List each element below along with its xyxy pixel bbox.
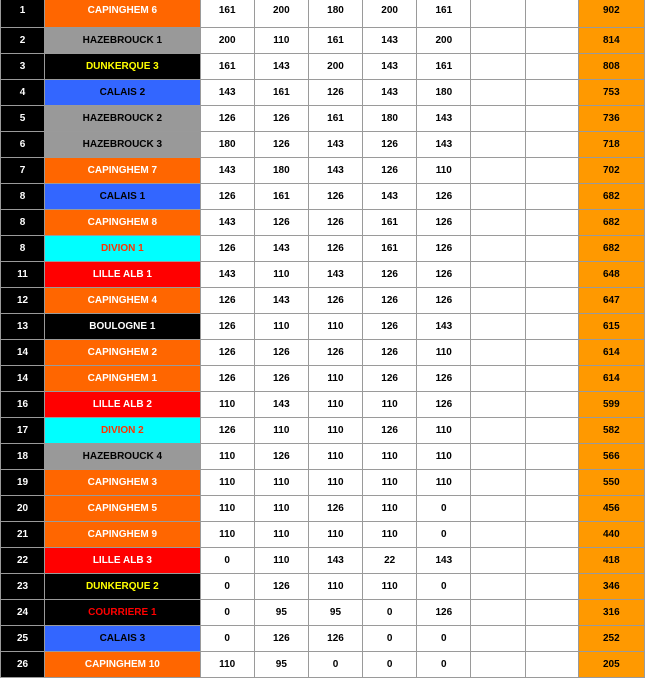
score-cell: 126 bbox=[308, 626, 362, 652]
score-cell: 143 bbox=[417, 132, 471, 158]
score-cell: 110 bbox=[308, 418, 362, 444]
table-row bbox=[1, 392, 645, 418]
team-cell: HAZEBROUCK 2 bbox=[45, 106, 200, 132]
score-cell: 161 bbox=[417, 54, 471, 80]
total-cell: 550 bbox=[578, 470, 644, 496]
score-cell: 126 bbox=[308, 210, 362, 236]
score-cell: 126 bbox=[417, 262, 471, 288]
score-cell: 110 bbox=[200, 522, 254, 548]
score-cell: 0 bbox=[200, 548, 254, 574]
empty-cell bbox=[471, 80, 525, 106]
score-cell: 95 bbox=[308, 600, 362, 626]
score-cell: 143 bbox=[308, 158, 362, 184]
score-cell: 143 bbox=[200, 210, 254, 236]
score-cell: 110 bbox=[363, 522, 417, 548]
total-cell: 902 bbox=[578, 0, 644, 28]
team-cell: CAPINGHEM 2 bbox=[45, 340, 200, 366]
rank-cell: 2 bbox=[1, 28, 45, 54]
score-cell: 126 bbox=[308, 236, 362, 262]
score-cell: 126 bbox=[200, 236, 254, 262]
team-cell: LILLE ALB 2 bbox=[45, 392, 200, 418]
empty-cell bbox=[525, 54, 578, 80]
empty-cell bbox=[471, 340, 525, 366]
total-cell: 682 bbox=[578, 210, 644, 236]
score-cell: 143 bbox=[200, 80, 254, 106]
score-cell: 110 bbox=[200, 444, 254, 470]
score-cell: 126 bbox=[363, 132, 417, 158]
total-cell: 808 bbox=[578, 54, 644, 80]
rank-cell: 12 bbox=[1, 288, 45, 314]
team-cell: CALAIS 3 bbox=[45, 626, 200, 652]
empty-cell bbox=[525, 548, 578, 574]
score-cell: 110 bbox=[308, 470, 362, 496]
table-row bbox=[1, 340, 645, 366]
table-row bbox=[1, 496, 645, 522]
score-cell: 161 bbox=[254, 80, 308, 106]
score-cell: 110 bbox=[200, 470, 254, 496]
score-cell: 143 bbox=[363, 54, 417, 80]
empty-cell bbox=[525, 444, 578, 470]
team-cell: COURRIERE 1 bbox=[45, 600, 200, 626]
empty-cell bbox=[471, 0, 525, 28]
rank-cell: 14 bbox=[1, 340, 45, 366]
team-cell: CAPINGHEM 10 bbox=[45, 652, 200, 678]
score-cell: 126 bbox=[417, 600, 471, 626]
table-row bbox=[1, 470, 645, 496]
score-cell: 0 bbox=[417, 574, 471, 600]
score-cell: 110 bbox=[363, 444, 417, 470]
team-cell: CALAIS 2 bbox=[45, 80, 200, 106]
total-cell: 566 bbox=[578, 444, 644, 470]
table-row bbox=[1, 366, 645, 392]
score-cell: 22 bbox=[363, 548, 417, 574]
score-cell: 0 bbox=[200, 600, 254, 626]
team-cell: BOULOGNE 1 bbox=[45, 314, 200, 340]
score-cell: 110 bbox=[254, 418, 308, 444]
table-row bbox=[1, 28, 645, 54]
score-cell: 126 bbox=[363, 262, 417, 288]
score-cell: 110 bbox=[254, 314, 308, 340]
total-cell: 682 bbox=[578, 184, 644, 210]
rank-cell: 23 bbox=[1, 574, 45, 600]
empty-cell bbox=[471, 54, 525, 80]
rank-cell: 24 bbox=[1, 600, 45, 626]
score-cell: 143 bbox=[254, 54, 308, 80]
empty-cell bbox=[471, 288, 525, 314]
total-cell: 615 bbox=[578, 314, 644, 340]
score-cell: 110 bbox=[254, 522, 308, 548]
table-row bbox=[1, 106, 645, 132]
empty-cell bbox=[471, 366, 525, 392]
team-cell: HAZEBROUCK 1 bbox=[45, 28, 200, 54]
score-cell: 0 bbox=[363, 652, 417, 678]
empty-cell bbox=[525, 314, 578, 340]
score-cell: 126 bbox=[200, 418, 254, 444]
total-cell: 316 bbox=[578, 600, 644, 626]
score-cell: 143 bbox=[200, 262, 254, 288]
score-cell: 95 bbox=[254, 652, 308, 678]
empty-cell bbox=[471, 444, 525, 470]
total-cell: 418 bbox=[578, 548, 644, 574]
score-cell: 126 bbox=[308, 184, 362, 210]
score-cell: 0 bbox=[417, 652, 471, 678]
total-cell: 582 bbox=[578, 418, 644, 444]
score-cell: 126 bbox=[200, 184, 254, 210]
score-cell: 180 bbox=[417, 80, 471, 106]
score-cell: 110 bbox=[363, 496, 417, 522]
score-cell: 126 bbox=[254, 210, 308, 236]
score-cell: 126 bbox=[363, 288, 417, 314]
score-cell: 0 bbox=[363, 626, 417, 652]
score-cell: 110 bbox=[417, 418, 471, 444]
empty-cell bbox=[525, 652, 578, 678]
score-cell: 143 bbox=[200, 158, 254, 184]
score-cell: 126 bbox=[363, 366, 417, 392]
score-cell: 126 bbox=[417, 184, 471, 210]
empty-cell bbox=[471, 314, 525, 340]
score-cell: 110 bbox=[200, 652, 254, 678]
total-cell: 599 bbox=[578, 392, 644, 418]
score-cell: 126 bbox=[254, 132, 308, 158]
team-cell: DIVION 2 bbox=[45, 418, 200, 444]
total-cell: 753 bbox=[578, 80, 644, 106]
rank-cell: 8 bbox=[1, 184, 45, 210]
empty-cell bbox=[525, 626, 578, 652]
rank-cell: 17 bbox=[1, 418, 45, 444]
empty-cell bbox=[471, 418, 525, 444]
score-cell: 110 bbox=[363, 470, 417, 496]
score-cell: 143 bbox=[417, 106, 471, 132]
score-cell: 126 bbox=[200, 366, 254, 392]
score-cell: 126 bbox=[417, 210, 471, 236]
rank-cell: 19 bbox=[1, 470, 45, 496]
rank-cell: 7 bbox=[1, 158, 45, 184]
score-cell: 126 bbox=[254, 340, 308, 366]
empty-cell bbox=[471, 600, 525, 626]
score-cell: 0 bbox=[417, 522, 471, 548]
score-cell: 0 bbox=[308, 652, 362, 678]
score-cell: 200 bbox=[200, 28, 254, 54]
empty-cell bbox=[471, 626, 525, 652]
score-cell: 110 bbox=[308, 574, 362, 600]
ranking-table-body bbox=[1, 0, 645, 678]
score-cell: 0 bbox=[200, 626, 254, 652]
empty-cell bbox=[471, 548, 525, 574]
empty-cell bbox=[471, 158, 525, 184]
empty-cell bbox=[471, 236, 525, 262]
empty-cell bbox=[471, 574, 525, 600]
score-cell: 110 bbox=[417, 470, 471, 496]
score-cell: 110 bbox=[308, 366, 362, 392]
team-cell: CALAIS 1 bbox=[45, 184, 200, 210]
score-cell: 143 bbox=[363, 80, 417, 106]
score-cell: 126 bbox=[200, 106, 254, 132]
empty-cell bbox=[525, 262, 578, 288]
empty-cell bbox=[471, 210, 525, 236]
total-cell: 702 bbox=[578, 158, 644, 184]
score-cell: 161 bbox=[254, 184, 308, 210]
table-row bbox=[1, 184, 645, 210]
score-cell: 126 bbox=[363, 314, 417, 340]
total-cell: 456 bbox=[578, 496, 644, 522]
table-row bbox=[1, 418, 645, 444]
empty-cell bbox=[525, 574, 578, 600]
score-cell: 161 bbox=[363, 210, 417, 236]
score-cell: 95 bbox=[254, 600, 308, 626]
total-cell: 205 bbox=[578, 652, 644, 678]
total-cell: 648 bbox=[578, 262, 644, 288]
empty-cell bbox=[471, 132, 525, 158]
score-cell: 126 bbox=[417, 392, 471, 418]
total-cell: 346 bbox=[578, 574, 644, 600]
score-cell: 126 bbox=[308, 496, 362, 522]
empty-cell bbox=[525, 210, 578, 236]
empty-cell bbox=[525, 392, 578, 418]
rank-cell: 13 bbox=[1, 314, 45, 340]
total-cell: 814 bbox=[578, 28, 644, 54]
empty-cell bbox=[525, 106, 578, 132]
total-cell: 736 bbox=[578, 106, 644, 132]
score-cell: 180 bbox=[308, 0, 362, 28]
rank-cell: 6 bbox=[1, 132, 45, 158]
score-cell: 110 bbox=[200, 392, 254, 418]
total-cell: 682 bbox=[578, 236, 644, 262]
score-cell: 143 bbox=[254, 236, 308, 262]
team-cell: CAPINGHEM 3 bbox=[45, 470, 200, 496]
table-row bbox=[1, 574, 645, 600]
empty-cell bbox=[471, 184, 525, 210]
team-cell: LILLE ALB 3 bbox=[45, 548, 200, 574]
empty-cell bbox=[471, 522, 525, 548]
empty-cell bbox=[525, 418, 578, 444]
team-cell: DUNKERQUE 2 bbox=[45, 574, 200, 600]
rank-cell: 8 bbox=[1, 210, 45, 236]
score-cell: 200 bbox=[363, 0, 417, 28]
table-row bbox=[1, 0, 645, 28]
table-row bbox=[1, 262, 645, 288]
score-cell: 110 bbox=[254, 548, 308, 574]
score-cell: 143 bbox=[417, 314, 471, 340]
team-cell: CAPINGHEM 1 bbox=[45, 366, 200, 392]
table-row bbox=[1, 522, 645, 548]
table-row bbox=[1, 444, 645, 470]
empty-cell bbox=[471, 392, 525, 418]
table-row bbox=[1, 288, 645, 314]
empty-cell bbox=[525, 158, 578, 184]
rank-cell: 26 bbox=[1, 652, 45, 678]
table-row bbox=[1, 652, 645, 678]
score-cell: 180 bbox=[254, 158, 308, 184]
table-row bbox=[1, 600, 645, 626]
empty-cell bbox=[525, 80, 578, 106]
rank-cell: 20 bbox=[1, 496, 45, 522]
score-cell: 126 bbox=[254, 444, 308, 470]
team-cell: CAPINGHEM 7 bbox=[45, 158, 200, 184]
score-cell: 126 bbox=[200, 340, 254, 366]
score-cell: 200 bbox=[308, 54, 362, 80]
table-row bbox=[1, 132, 645, 158]
rank-cell: 8 bbox=[1, 236, 45, 262]
rank-cell: 22 bbox=[1, 548, 45, 574]
empty-cell bbox=[525, 496, 578, 522]
team-cell: CAPINGHEM 5 bbox=[45, 496, 200, 522]
empty-cell bbox=[471, 262, 525, 288]
score-cell: 143 bbox=[254, 392, 308, 418]
empty-cell bbox=[525, 522, 578, 548]
rank-cell: 1 bbox=[1, 0, 45, 28]
score-cell: 0 bbox=[200, 574, 254, 600]
score-cell: 110 bbox=[417, 340, 471, 366]
empty-cell bbox=[471, 470, 525, 496]
team-cell: HAZEBROUCK 3 bbox=[45, 132, 200, 158]
rank-cell: 3 bbox=[1, 54, 45, 80]
score-cell: 110 bbox=[254, 28, 308, 54]
score-cell: 126 bbox=[308, 80, 362, 106]
score-cell: 161 bbox=[308, 106, 362, 132]
score-cell: 143 bbox=[308, 262, 362, 288]
score-cell: 161 bbox=[417, 0, 471, 28]
score-cell: 143 bbox=[363, 184, 417, 210]
empty-cell bbox=[525, 470, 578, 496]
score-cell: 110 bbox=[308, 444, 362, 470]
total-cell: 647 bbox=[578, 288, 644, 314]
score-cell: 143 bbox=[308, 548, 362, 574]
score-cell: 126 bbox=[308, 340, 362, 366]
rank-cell: 14 bbox=[1, 366, 45, 392]
rank-cell: 25 bbox=[1, 626, 45, 652]
team-cell: HAZEBROUCK 4 bbox=[45, 444, 200, 470]
score-cell: 161 bbox=[200, 54, 254, 80]
empty-cell bbox=[525, 132, 578, 158]
score-cell: 126 bbox=[417, 236, 471, 262]
rank-cell: 18 bbox=[1, 444, 45, 470]
score-cell: 110 bbox=[417, 158, 471, 184]
empty-cell bbox=[525, 184, 578, 210]
score-cell: 161 bbox=[200, 0, 254, 28]
table-row bbox=[1, 548, 645, 574]
total-cell: 252 bbox=[578, 626, 644, 652]
score-cell: 110 bbox=[308, 314, 362, 340]
score-cell: 110 bbox=[363, 392, 417, 418]
score-cell: 126 bbox=[417, 288, 471, 314]
table-row bbox=[1, 236, 645, 262]
score-cell: 0 bbox=[363, 600, 417, 626]
rank-cell: 4 bbox=[1, 80, 45, 106]
rank-cell: 11 bbox=[1, 262, 45, 288]
score-cell: 143 bbox=[417, 548, 471, 574]
score-cell: 126 bbox=[417, 366, 471, 392]
empty-cell bbox=[525, 236, 578, 262]
total-cell: 614 bbox=[578, 366, 644, 392]
table-row bbox=[1, 626, 645, 652]
score-cell: 126 bbox=[200, 288, 254, 314]
score-cell: 110 bbox=[417, 444, 471, 470]
score-cell: 126 bbox=[200, 314, 254, 340]
team-cell: DUNKERQUE 3 bbox=[45, 54, 200, 80]
score-cell: 161 bbox=[363, 236, 417, 262]
team-cell: CAPINGHEM 8 bbox=[45, 210, 200, 236]
empty-cell bbox=[471, 652, 525, 678]
table-row bbox=[1, 80, 645, 106]
score-cell: 110 bbox=[308, 522, 362, 548]
score-cell: 110 bbox=[363, 574, 417, 600]
table-row bbox=[1, 314, 645, 340]
total-cell: 440 bbox=[578, 522, 644, 548]
empty-cell bbox=[525, 366, 578, 392]
score-cell: 143 bbox=[308, 132, 362, 158]
score-cell: 200 bbox=[254, 0, 308, 28]
score-cell: 143 bbox=[363, 28, 417, 54]
score-cell: 110 bbox=[308, 392, 362, 418]
score-cell: 126 bbox=[363, 158, 417, 184]
rank-cell: 16 bbox=[1, 392, 45, 418]
empty-cell bbox=[525, 288, 578, 314]
score-cell: 110 bbox=[254, 496, 308, 522]
team-cell: CAPINGHEM 4 bbox=[45, 288, 200, 314]
score-cell: 180 bbox=[363, 106, 417, 132]
team-cell: CAPINGHEM 9 bbox=[45, 522, 200, 548]
score-cell: 0 bbox=[417, 496, 471, 522]
empty-cell bbox=[525, 600, 578, 626]
table-row bbox=[1, 210, 645, 236]
score-cell: 200 bbox=[417, 28, 471, 54]
score-cell: 126 bbox=[363, 340, 417, 366]
score-cell: 110 bbox=[254, 262, 308, 288]
empty-cell bbox=[525, 340, 578, 366]
table-row bbox=[1, 54, 645, 80]
rank-cell: 21 bbox=[1, 522, 45, 548]
rank-cell: 5 bbox=[1, 106, 45, 132]
total-cell: 614 bbox=[578, 340, 644, 366]
score-cell: 110 bbox=[254, 470, 308, 496]
team-cell: DIVION 1 bbox=[45, 236, 200, 262]
score-cell: 126 bbox=[254, 626, 308, 652]
score-cell: 126 bbox=[254, 366, 308, 392]
score-cell: 0 bbox=[417, 626, 471, 652]
score-cell: 110 bbox=[200, 496, 254, 522]
team-cell: LILLE ALB 1 bbox=[45, 262, 200, 288]
score-cell: 126 bbox=[254, 106, 308, 132]
total-cell: 718 bbox=[578, 132, 644, 158]
empty-cell bbox=[525, 28, 578, 54]
score-cell: 143 bbox=[254, 288, 308, 314]
team-cell: CAPINGHEM 6 bbox=[45, 0, 200, 28]
score-cell: 161 bbox=[308, 28, 362, 54]
score-cell: 180 bbox=[200, 132, 254, 158]
score-cell: 126 bbox=[254, 574, 308, 600]
empty-cell bbox=[471, 28, 525, 54]
empty-cell bbox=[525, 0, 578, 28]
score-cell: 126 bbox=[308, 288, 362, 314]
score-cell: 126 bbox=[363, 418, 417, 444]
empty-cell bbox=[471, 496, 525, 522]
table-row bbox=[1, 158, 645, 184]
empty-cell bbox=[471, 106, 525, 132]
